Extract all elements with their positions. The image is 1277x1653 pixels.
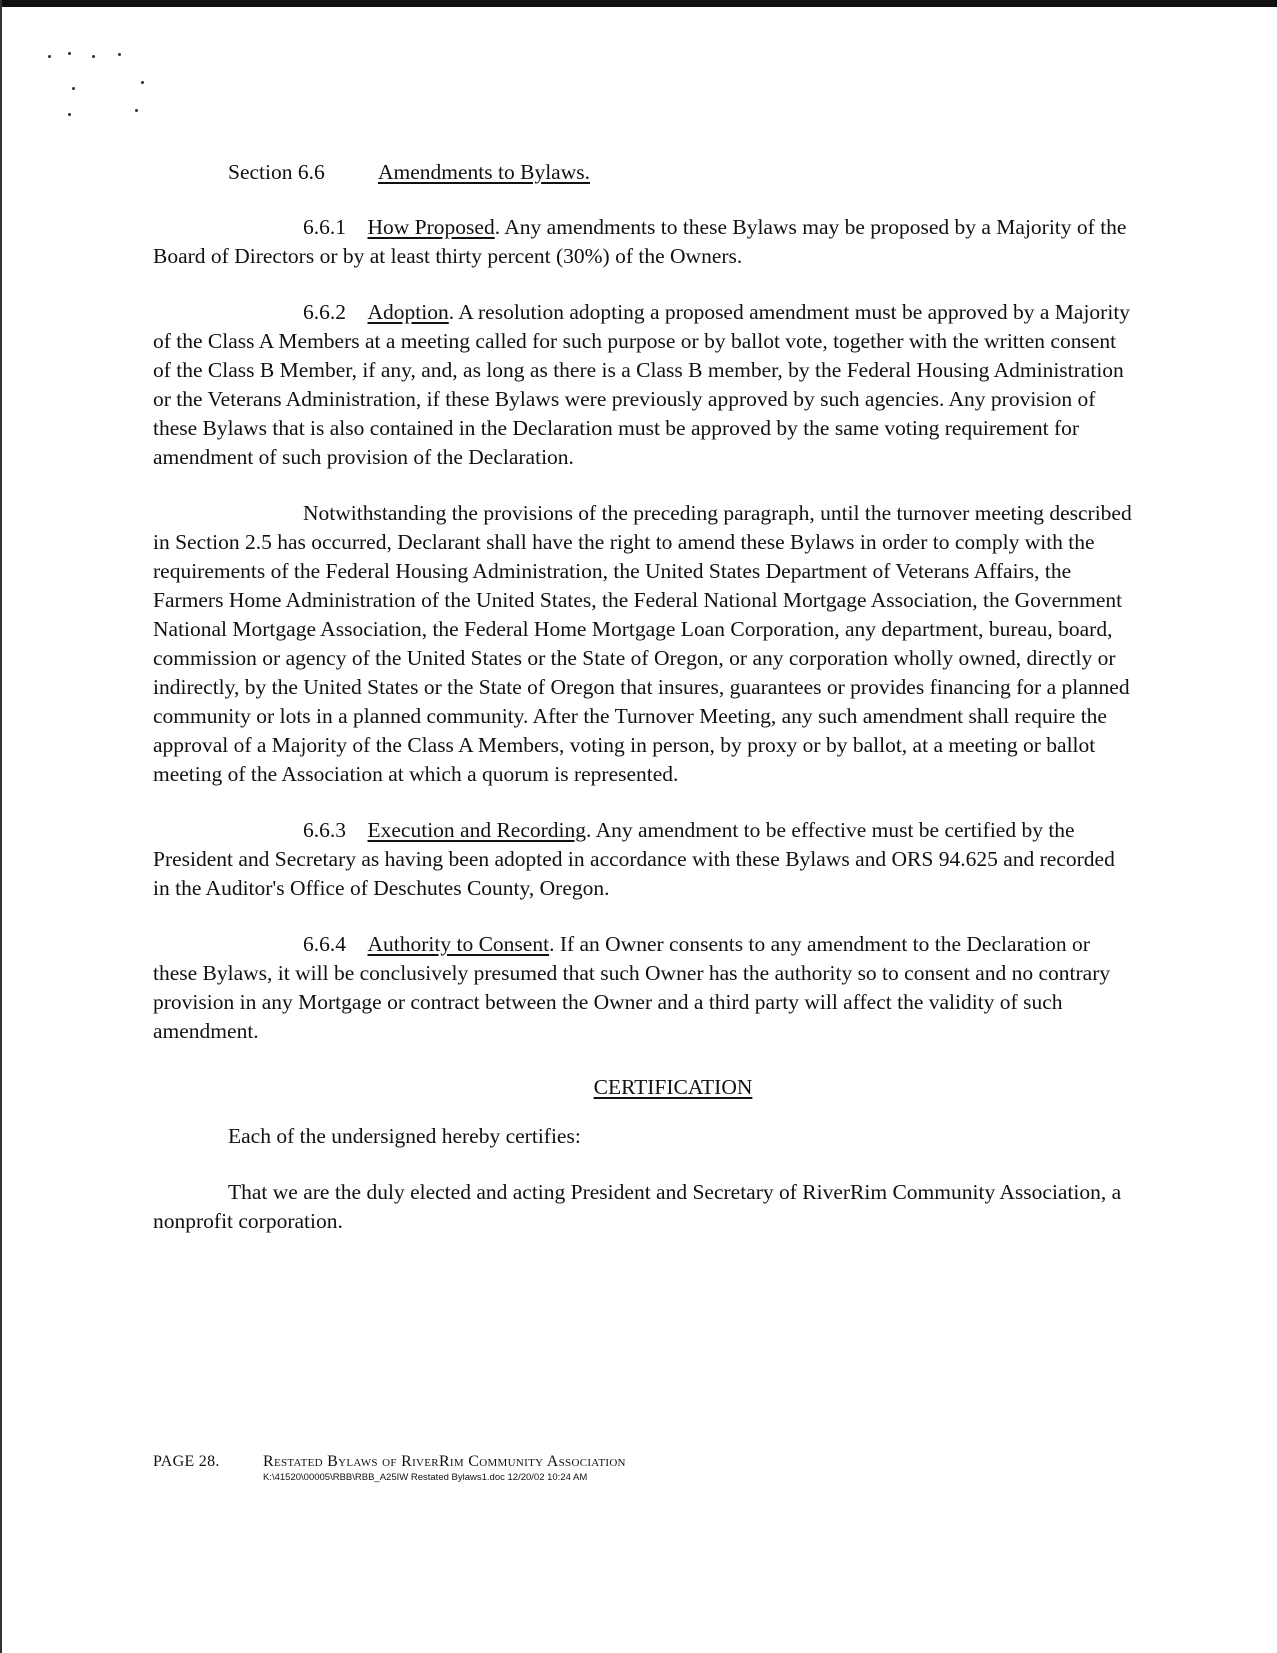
section-heading <box>228 158 1133 187</box>
paragraph-number: 6.6.4 <box>303 932 346 956</box>
paragraph-6-6-2 <box>153 298 1133 472</box>
page-number: PAGE 28. <box>153 1453 220 1470</box>
paragraph-text: . If an Owner consents to any amendment to the Declaration or these Bylaws, it will be conclusively presumed that such Owner has the authority so to consent and no contrary provision in any Mortgage or contract between the Owner and a third party will affect the validity of such amendment. <box>153 932 1111 1043</box>
scan-speck <box>48 55 51 58</box>
paragraph-6-6-1 <box>153 213 1133 271</box>
file-path: K:\41520\00005\RBB\RBB_A25IW Restated Bylaws1.doc 12/20/02 10:24 AM <box>263 1472 588 1483</box>
paragraph-heading: Authority to Consent <box>367 932 550 956</box>
scan-speck <box>135 109 138 112</box>
scan-left-border <box>0 0 2 1653</box>
scan-top-border <box>0 0 1277 7</box>
scan-speck <box>68 52 71 55</box>
paragraph-number: 6.6.1 <box>303 215 346 239</box>
certification-title: CERTIFICATION <box>593 1075 753 1099</box>
document-page <box>153 158 1133 1263</box>
scan-speck <box>92 55 95 58</box>
paragraph-6-6-3 <box>153 816 1133 903</box>
scan-speck <box>141 81 144 84</box>
paragraph-heading: Adoption <box>367 300 449 324</box>
section-title: Amendments to Bylaws. <box>378 160 590 184</box>
paragraph-heading: Execution and Recording <box>367 818 587 842</box>
certification-statement: That we are the duly elected and acting President and Secretary of RiverRim Community Association, a nonprofit corporation. <box>153 1180 1122 1233</box>
certification-intro: Each of the undersigned hereby certifies: <box>228 1124 581 1148</box>
page-footer <box>153 1452 1053 1484</box>
paragraph-text: . A resolution adopting a proposed amendment must be approved by a Majority of the Class A Members at a meeting called for such purpose or by ballot vote, together with the written consent of the Class B Member, if any, and, as long as there is a Class B member, by the Federal Housing Administration or the Veterans Administration, if these Bylaws were previously approved by such agencies. Any provision of these Bylaws that is also contained in the Declaration must be approved by the same voting requirement for amendment of such provision of the Declaration. <box>153 300 1131 469</box>
paragraph-number: 6.6.2 <box>303 300 346 324</box>
section-number: Section 6.6 <box>228 160 325 184</box>
paragraph-text: . Any amendments to these Bylaws may be proposed by a Majority of the Board of Directors or by at least thirty percent (30%) of the Owners. <box>153 215 1127 268</box>
paragraph-heading: How Proposed <box>367 215 495 239</box>
document-title: Restated Bylaws of RiverRim Community Association <box>263 1453 626 1470</box>
paragraph-6-6-4 <box>153 930 1133 1046</box>
scan-speck <box>118 53 121 56</box>
scan-speck <box>72 87 75 90</box>
scan-speck <box>68 113 71 116</box>
paragraph-text: . Any amendment to be effective must be certified by the President and Secretary as having been adopted in accordance with these Bylaws and ORS 94.625 and recorded in the Auditor's Office of Deschutes County, Oregon. <box>153 818 1115 900</box>
paragraph-notwithstanding: Notwithstanding the provisions of the preceding paragraph, until the turnover meeting described in Section 2.5 has occurred, Declarant shall have the right to amend these Bylaws in order to comply with the requirements of the Federal Housing Administration, the United States Department of Veterans Affairs, the Farmers Home Administration of the United States, the Federal National Mortgage Association, the Government National Mortgage Association, the Federal Home Mortgage Loan Corporation, any department, bureau, board, commission or agency of the United States or the State of Oregon, or any corporation wholly owned, directly or indirectly, by the United States or the State of Oregon that insures, guarantees or provides financing for a planned community or lots in a planned community. After the Turnover Meeting, any such amendment shall require the approval of a Majority of the Class A Members, voting in person, by proxy or by ballot, at a meeting or ballot meeting of the Association at which a quorum is represented. <box>153 501 1132 786</box>
paragraph-number: 6.6.3 <box>303 818 346 842</box>
